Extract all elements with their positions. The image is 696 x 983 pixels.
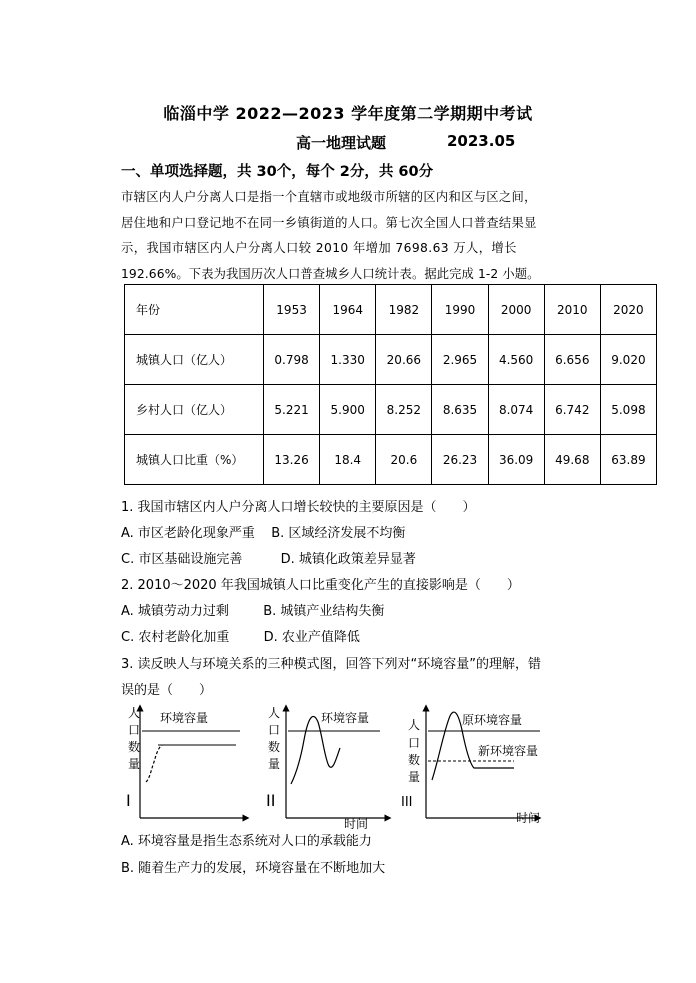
population-table <box>124 284 657 485</box>
exam-title: 临淄中学 2022—2023 学年度第二学期期中考试 <box>163 104 533 123</box>
y-label-char: 数 <box>268 740 281 754</box>
table-cell: 63.89 <box>600 435 656 485</box>
table-cell: 1953 <box>264 285 320 335</box>
table-cell: 9.020 <box>600 335 656 385</box>
table-cell: 0.798 <box>264 335 320 385</box>
y-label-char: 数 <box>128 740 141 754</box>
y-label-char: 口 <box>128 723 141 737</box>
panel-1 <box>126 706 246 818</box>
panel-roman-label: II <box>266 791 276 810</box>
table-cell: 6.656 <box>544 335 600 385</box>
table-cell: 1.330 <box>320 335 376 385</box>
option-c: C. 农村老龄化加重 <box>121 630 230 645</box>
y-label-char: 人 <box>268 706 281 720</box>
passage-line: 192.66%。下表为我国历次人口普查城乡人口统计表。据此完成 1-2 小题。 <box>121 266 540 281</box>
option-a: A. 市区老龄化现象严重 <box>121 526 255 541</box>
y-label-char: 口 <box>408 736 421 750</box>
table-cell: 2020 <box>600 285 656 335</box>
y-label-char: 量 <box>128 757 141 771</box>
table-cell: 8.074 <box>488 385 544 435</box>
y-label-char: 量 <box>408 770 421 784</box>
table-cell: 13.26 <box>264 435 320 485</box>
table-cell: 20.6 <box>376 435 432 485</box>
passage-line: 市辖区内人户分离人口是指一个直辖市或地级市所辖的区内和区与区之间， <box>121 190 537 204</box>
table-row <box>125 385 657 435</box>
population-curve <box>291 716 340 784</box>
panel-3 <box>401 708 540 825</box>
option-d: D. 农业产值降低 <box>263 630 360 645</box>
panel-roman-label: I <box>126 791 131 810</box>
table-header-row <box>125 285 657 335</box>
option-b: B. 城镇产业结构失衡 <box>263 604 385 619</box>
panel-2 <box>266 706 388 830</box>
new-capacity-label: 新环境容量 <box>478 744 539 758</box>
option-c: C. 市区基础设施完善 <box>121 552 243 567</box>
y-label-char: 量 <box>268 757 281 771</box>
table-cell: 20.66 <box>376 335 432 385</box>
question-1-stem: 1. 我国市辖区内人户分离人口增长较快的主要原因是（ ） <box>121 500 476 515</box>
table-cell: 6.742 <box>544 385 600 435</box>
table-cell: 5.221 <box>264 385 320 435</box>
table-cell: 18.4 <box>320 435 376 485</box>
original-capacity-label: 原环境容量 <box>462 713 523 727</box>
question-2-options-cd <box>121 626 360 645</box>
population-environment-diagram <box>118 700 558 830</box>
question-1-options-cd <box>121 548 416 567</box>
capacity-label: 环境容量 <box>321 711 370 725</box>
table-row <box>125 335 657 385</box>
table-cell: 2000 <box>488 285 544 335</box>
table-cell: 49.68 <box>544 435 600 485</box>
table-cell: 城镇人口（亿人） <box>125 335 264 385</box>
exam-subtitle: 高一地理试题 <box>296 134 387 152</box>
table-cell: 乡村人口（亿人） <box>125 385 264 435</box>
question-1-options-ab <box>121 522 405 541</box>
table-cell: 36.09 <box>488 435 544 485</box>
y-label-char: 人 <box>408 718 421 732</box>
exam-date: 2023.05 <box>447 132 516 150</box>
option-b: B. 区域经济发展不均衡 <box>271 526 406 541</box>
y-label-char: 数 <box>408 753 421 767</box>
table-cell: 1990 <box>432 285 488 335</box>
table-cell: 8.635 <box>432 385 488 435</box>
table-cell: 8.252 <box>376 385 432 435</box>
x-axis-label: 时间 <box>516 811 541 825</box>
question-3-stem-line2: 误的是（ ） <box>121 683 213 698</box>
capacity-label: 环境容量 <box>160 711 209 725</box>
table-row <box>125 435 657 485</box>
table-cell: 城镇人口比重（%） <box>125 435 264 485</box>
table-cell: 4.560 <box>488 335 544 385</box>
y-label-char: 人 <box>128 706 141 720</box>
table-cell: 2.965 <box>432 335 488 385</box>
table-cell: 5.900 <box>320 385 376 435</box>
table-cell: 5.098 <box>600 385 656 435</box>
option-d: D. 城镇化政策差异显著 <box>280 552 416 567</box>
question-3-option-b: B. 随着生产力的发展，环境容量在不断地加大 <box>121 861 386 876</box>
population-curve <box>146 745 162 782</box>
x-axis-label: 时间 <box>344 817 369 830</box>
y-label-char: 口 <box>268 723 281 737</box>
option-a: A. 城镇劳动力过剩 <box>121 604 229 619</box>
question-3-stem-line1: 3. 读反映人与环境关系的三种模式图，回答下列对“环境容量”的理解，错 <box>121 657 542 672</box>
section-heading: 一、单项选择题，共 30个，每个 2分，共 60分 <box>121 164 434 180</box>
table-cell: 1982 <box>376 285 432 335</box>
table-cell: 2010 <box>544 285 600 335</box>
table-cell: 1964 <box>320 285 376 335</box>
table-cell: 年份 <box>125 285 264 335</box>
passage-line: 示，我国市辖区内人户分离人口较 2010 年增加 7698.63 万人，增长 <box>121 241 517 255</box>
panel-roman-label: III <box>401 795 413 810</box>
reading-passage <box>121 185 573 287</box>
question-2-stem: 2. 2010～2020 年我国城镇人口比重变化产生的直接影响是（ ） <box>121 578 520 593</box>
table-cell: 26.23 <box>432 435 488 485</box>
question-3-option-a: A. 环境容量是指生态系统对人口的承载能力 <box>121 834 372 849</box>
question-2-options-ab <box>121 600 384 619</box>
passage-line: 居住地和户口登记地不在同一乡镇街道的人口。第七次全国人口普查结果显 <box>121 215 537 230</box>
